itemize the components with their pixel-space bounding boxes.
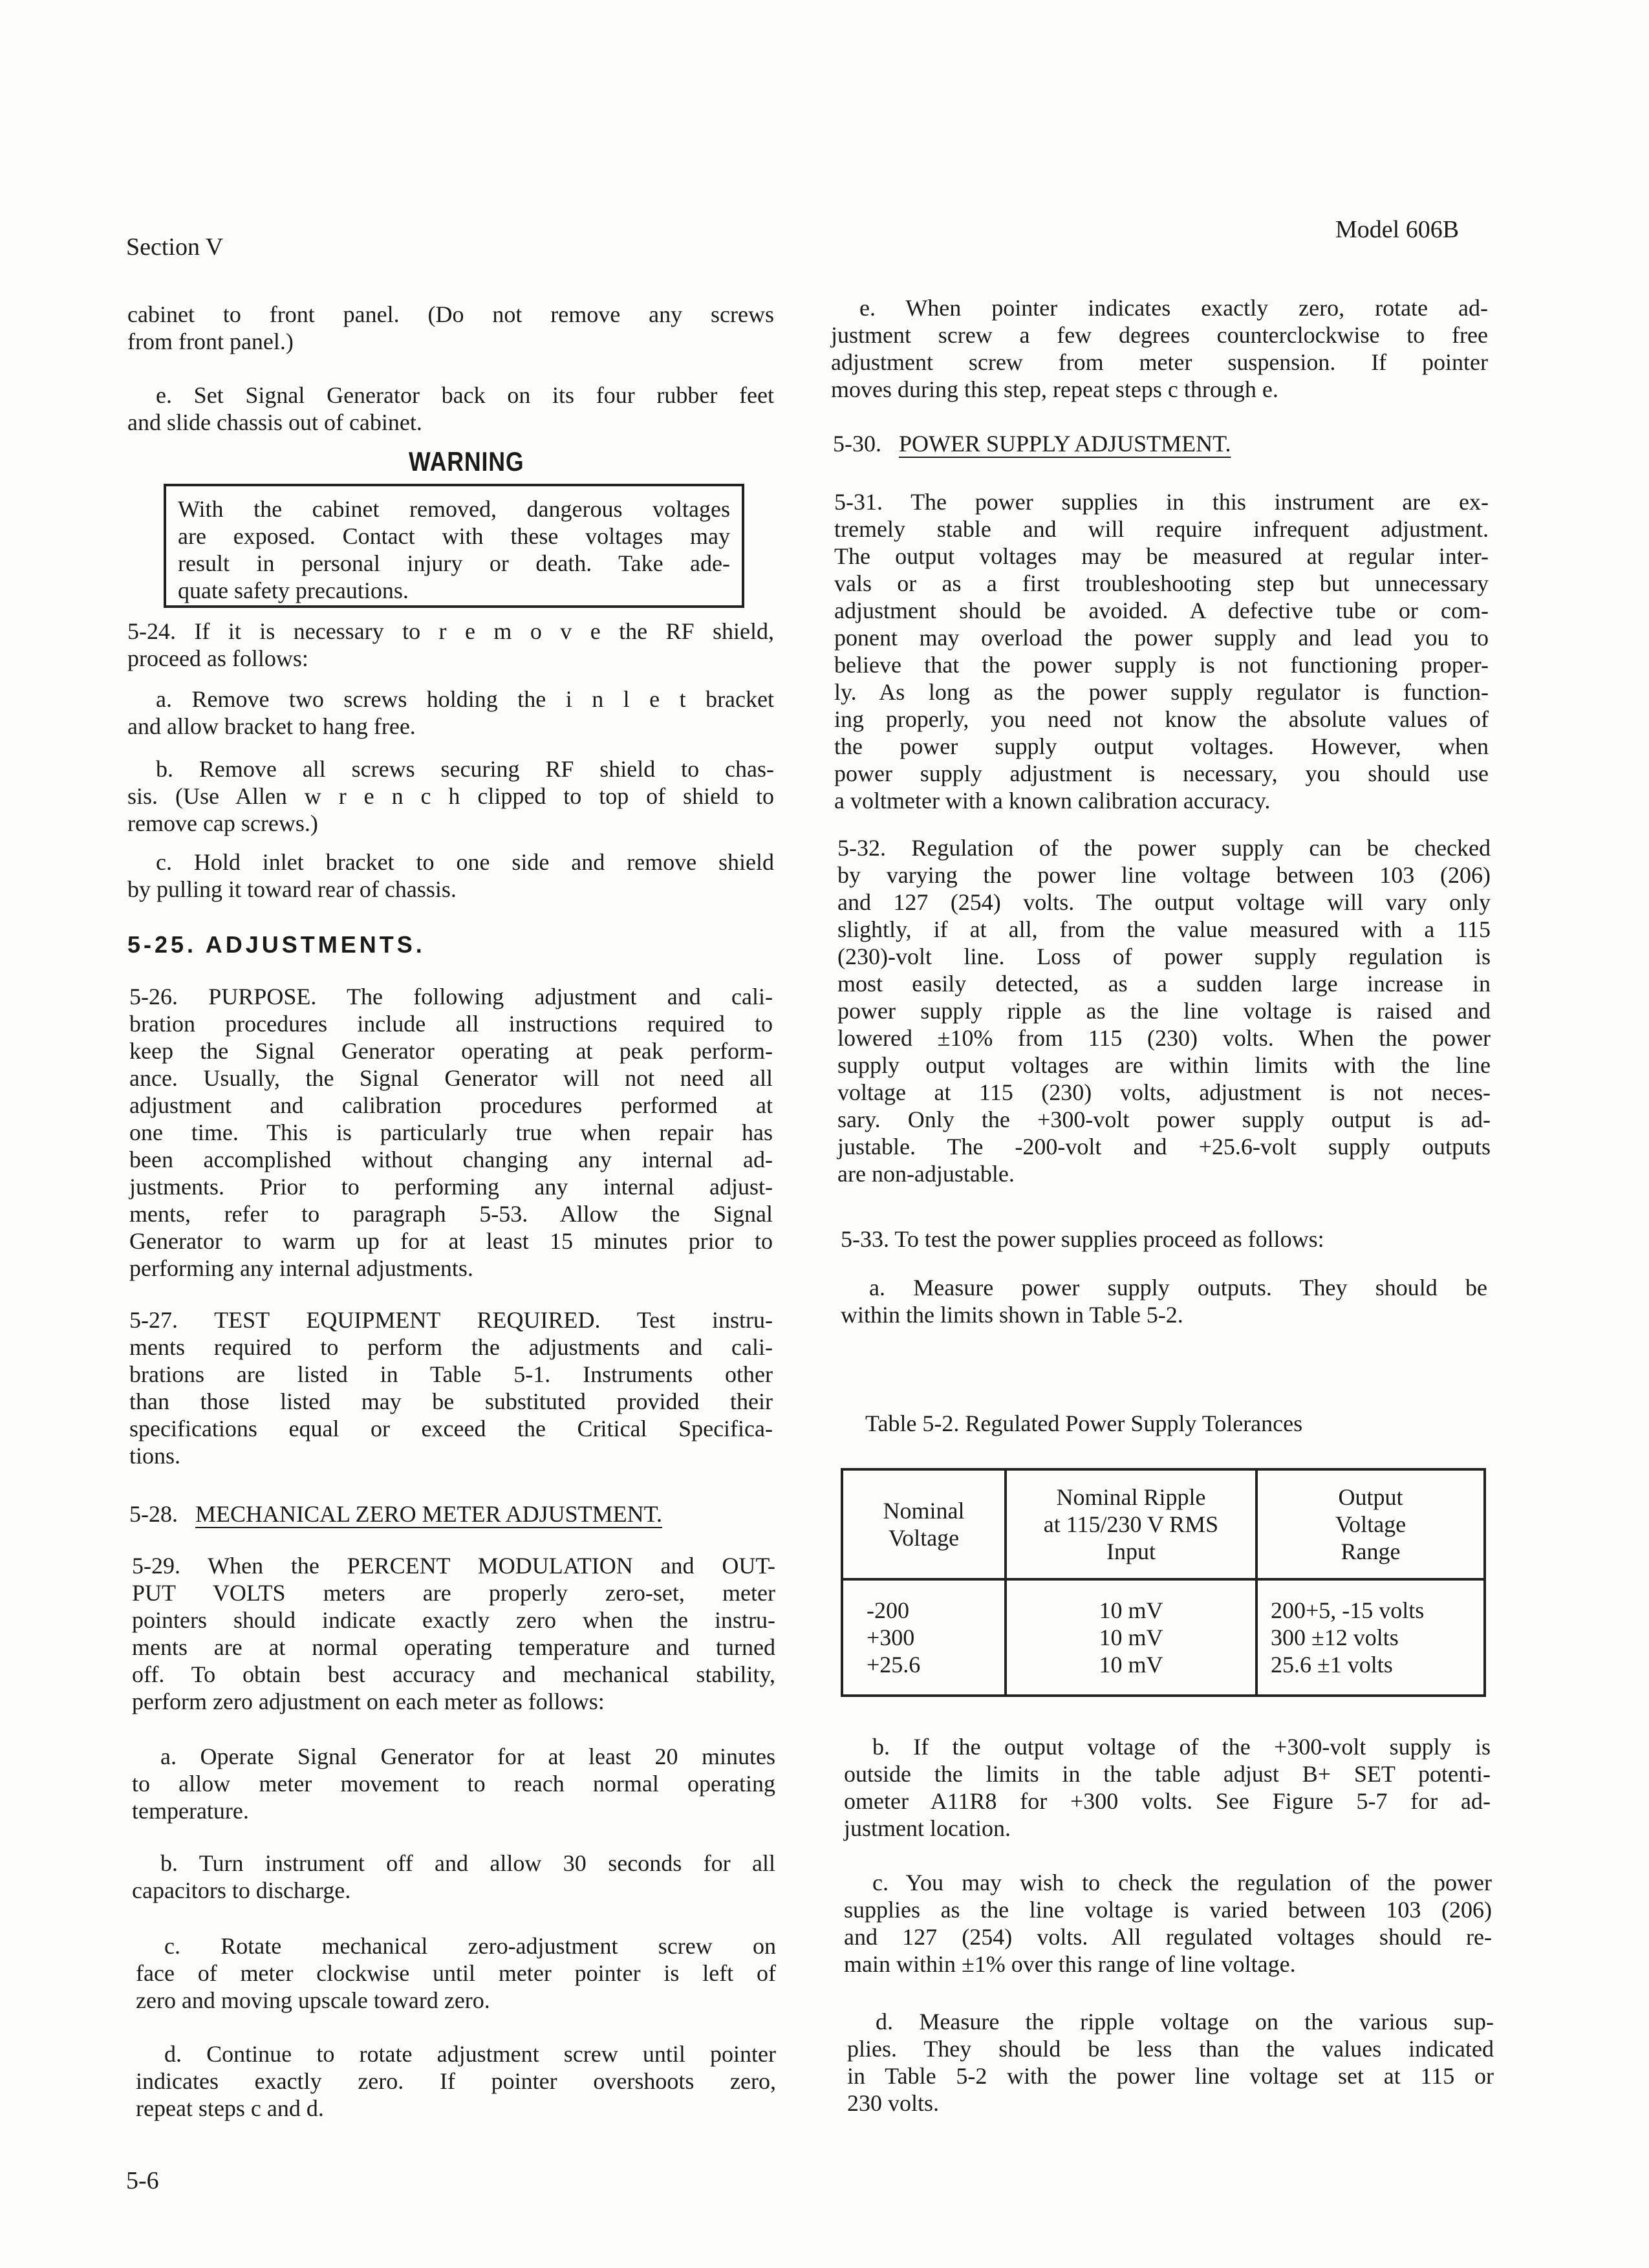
text-line: Generator to warm up for at least 15 minutes prior to [129, 1228, 773, 1254]
header-output-range: Output Voltage Range [1256, 1469, 1485, 1579]
text-line: a. Measure power supply outputs. They should be [869, 1275, 1487, 1301]
text-line: a. Operate Signal Generator for at least 20 minutes [160, 1744, 775, 1769]
text-line: b. If the output voltage of the +300-volt supply is [872, 1734, 1491, 1760]
text-line: (230)-volt line. Loss of power supply regulation is [837, 944, 1491, 969]
text-line: the power supply output voltages. However, when [834, 733, 1489, 759]
text-line: brations are listed in Table 5-1. Instruments other [129, 1361, 773, 1387]
text-line: quate safety precautions. [178, 578, 409, 603]
text-line: PUT VOLTS meters are properly zero-set, meter [132, 1580, 775, 1606]
text-line: cabinet to front panel. (Do not remove any screws [127, 301, 774, 327]
value: +300 [867, 1625, 915, 1650]
paragraph-p529 [132, 1552, 775, 1715]
text-line: 5-32. Regulation of the power supply can be checked [837, 835, 1491, 861]
heading-title: POWER SUPPLY ADJUSTMENT. [899, 431, 1231, 457]
text-line: main within ±1% over this range of line voltage. [844, 1951, 1296, 1977]
text-line: 230 volts. [847, 2090, 940, 2116]
text-line: ponent may overload the power supply and lead you to [834, 625, 1489, 651]
tolerance-table [841, 1468, 1486, 1697]
paragraph-p524b [127, 755, 774, 837]
text-line: a voltmeter with a known calibration accuracy. [834, 788, 1271, 814]
header-nominal-voltage: Nominal Voltage [842, 1469, 1006, 1579]
text-line: vals or as a first troubleshooting step but unnecessary [834, 570, 1489, 596]
page-number: 5-6 [126, 2167, 159, 2194]
text-line: believe that the power supply is not functioning proper- [834, 652, 1489, 678]
text-line: moves during this step, repeat steps c through e. [831, 376, 1278, 402]
text-line: proceed as follows: [127, 645, 308, 671]
text-line: perform zero adjustment on each meter as follows: [132, 1689, 605, 1714]
text-line: lowered ±10% from 115 (230) volts. When the power [837, 1025, 1491, 1051]
text-line: face of meter clockwise until meter pointer is left of [136, 1960, 776, 1986]
text-line: bration procedures include all instructions required to [129, 1011, 773, 1037]
text-line: capacitors to discharge. [132, 1877, 351, 1903]
value: +25.6 [867, 1652, 921, 1678]
paragraph-p529a [132, 1743, 775, 1824]
text-line: d. Measure the ripple voltage on the various sup- [876, 2009, 1494, 2035]
paragraph-p531 [834, 488, 1489, 814]
text-line: ing properly, you need not know the absolute values of [834, 706, 1489, 732]
text-line: sary. Only the +300-volt power supply output is ad- [837, 1107, 1491, 1132]
text-line: are exposed. Contact with these voltages may [178, 523, 730, 549]
text-line: in Table 5-2 with the power line voltage set at 115 or [847, 2063, 1494, 2089]
text-line: tremely stable and will require infrequent adjustment. [834, 516, 1489, 542]
paragraph-p529c [136, 1932, 776, 2014]
text-line: 5-27. TEST EQUIPMENT REQUIRED. Test instru- [129, 1307, 773, 1333]
text-line: temperature. [132, 1798, 249, 1824]
text-line: power supply adjustment is necessary, you should use [834, 761, 1489, 786]
cell-nominal [842, 1579, 1006, 1696]
text-line: within the limits shown in Table 5-2. [841, 1302, 1183, 1328]
paragraph-p526 [129, 983, 773, 1282]
heading-adjustments: 5-25. ADJUSTMENTS. [127, 931, 426, 958]
text-line: c. Rotate mechanical zero-adjustment screw on [164, 1933, 776, 1959]
text-line: plies. They should be less than the values indicated [847, 2036, 1494, 2062]
text-line: sis. (Use Allen w r e n c h clipped to top of shield to [127, 783, 774, 809]
text-line: performing any internal adjustments. [129, 1255, 473, 1281]
cell-range [1256, 1579, 1485, 1696]
text-line: a. Remove two screws holding the i n l e t bracket [156, 686, 774, 712]
value: 10 mV [1099, 1597, 1163, 1623]
value: -200 [867, 1597, 909, 1623]
paragraph-p529d [136, 2040, 776, 2122]
heading-5-30 [833, 430, 1231, 457]
text-line: most easily detected, as a sudden large increase in [837, 971, 1491, 997]
heading-number: 5-30. [833, 431, 881, 457]
text-line: tions. [129, 1443, 181, 1469]
paragraph-p529b [132, 1850, 775, 1904]
text-line: 5-33. To test the power supplies proceed as follows: [841, 1226, 1324, 1252]
header-nominal-ripple: Nominal Ripple at 115/230 V RMS Input [1006, 1469, 1256, 1579]
section-label: Section V [126, 233, 224, 261]
text-line: ance. Usually, the Signal Generator will not need all [129, 1065, 773, 1091]
text-line: outside the limits in the table adjust B+ SET potenti- [844, 1761, 1491, 1787]
text-line: d. Continue to rotate adjustment screw until pointer [164, 2041, 776, 2067]
heading-title: MECHANICAL ZERO METER ADJUSTMENT. [195, 1501, 662, 1527]
text-line: one time. This is particularly true when repair has [129, 1119, 773, 1145]
text-line: slightly, if at all, from the value measured with a 115 [837, 916, 1491, 942]
text-line: zero and moving upscale toward zero. [136, 1987, 490, 2013]
heading-number: 5-28. [129, 1501, 178, 1527]
text-line: adjustment screw from meter suspension. If pointer [831, 349, 1488, 375]
text-line: are non-adjustable. [837, 1161, 1015, 1187]
text-line: 5-29. When the PERCENT MODULATION and OUT- [132, 1553, 775, 1579]
warning-box [164, 484, 744, 608]
text-line: voltage at 115 (230) volts, adjustment is not neces- [837, 1079, 1491, 1105]
text-line: remove cap screws.) [127, 810, 318, 836]
text-line: e. Set Signal Generator back on its four rubber feet [156, 382, 774, 408]
text-line: supply output voltages are within limits with the line [837, 1052, 1491, 1078]
text-line: by varying the power line voltage between 103 (206) [837, 862, 1491, 888]
value: 10 mV [1099, 1652, 1163, 1678]
paragraph-p533d [847, 2008, 1494, 2117]
text-line: to allow meter movement to reach normal operating [132, 1771, 775, 1797]
text-line: 5-26. PURPOSE. The following adjustment and cali- [129, 984, 773, 1010]
paragraph-p1 [127, 301, 774, 355]
paragraph-p529e [831, 294, 1488, 403]
paragraph-p524 [127, 618, 774, 672]
value: 300 ±12 volts [1271, 1625, 1399, 1650]
text-line: ments, refer to paragraph 5-53. Allow the Signal [129, 1201, 773, 1227]
text-line: and slide chassis out of cabinet. [127, 409, 422, 435]
value: 10 mV [1099, 1625, 1163, 1650]
text-line: been accomplished without changing any internal ad- [129, 1147, 773, 1172]
text-line: by pulling it toward rear of chassis. [127, 876, 457, 902]
text-line: c. Hold inlet bracket to one side and remove shield [156, 849, 774, 875]
paragraph-p524c [127, 848, 774, 903]
text-line: keep the Signal Generator operating at peak perform- [129, 1038, 773, 1064]
text-line: ometer A11R8 for +300 volts. See Figure 5-7 for ad- [844, 1788, 1491, 1814]
text-line: supplies as the line voltage is varied between 103 (206) [844, 1897, 1492, 1923]
text-line: ments are at normal operating temperature and turned [132, 1634, 775, 1660]
warning-title: WARNING [409, 446, 524, 477]
paragraph-p524a [127, 686, 774, 740]
paragraph-p527 [129, 1306, 773, 1469]
cell-ripple [1006, 1579, 1256, 1696]
text-line: result in personal injury or death. Take ade- [178, 550, 730, 576]
paragraph-p533 [841, 1226, 1487, 1253]
paragraph-p533b [844, 1733, 1491, 1842]
text-line: specifications equal or exceed the Critical Specifica- [129, 1416, 773, 1442]
text-line: 5-31. The power supplies in this instrument are ex- [834, 489, 1489, 515]
text-line: justments. Prior to performing any internal adjust- [129, 1174, 773, 1200]
text-line: justable. The -200-volt and +25.6-volt supply outputs [837, 1134, 1491, 1160]
text-line: and 127 (254) volts. All regulated voltages should re- [844, 1924, 1492, 1950]
text-line: justment location. [844, 1815, 1011, 1841]
paragraph-p533a [841, 1274, 1487, 1328]
text-line: pointers should indicate exactly zero when the instru- [132, 1607, 775, 1633]
text-line: b. Turn instrument off and allow 30 seconds for all [160, 1850, 775, 1876]
text-line: power supply ripple as the line voltage is raised and [837, 998, 1491, 1024]
text-line: from front panel.) [127, 329, 294, 354]
text-line: With the cabinet removed, dangerous voltages [178, 496, 730, 522]
value: 25.6 ±1 volts [1271, 1652, 1393, 1678]
text-line: b. Remove all screws securing RF shield to chas- [156, 756, 774, 782]
text-line: justment screw a few degrees counterclockwise to free [831, 322, 1488, 348]
text-line: adjustment should be avoided. A defective tube or com- [834, 598, 1489, 623]
text-line: repeat steps c and d. [136, 2095, 324, 2121]
text-line: indicates exactly zero. If pointer overshoots zero, [136, 2068, 776, 2094]
paragraph-p2 [127, 382, 774, 436]
text-line: ly. As long as the power supply regulator is function- [834, 679, 1489, 705]
paragraph-p532 [837, 834, 1491, 1187]
text-line: The output voltages may be measured at regular inter- [834, 543, 1489, 569]
value: 200+5, -15 volts [1271, 1597, 1425, 1623]
text-line: and allow bracket to hang free. [127, 713, 416, 739]
text-line: ments required to perform the adjustments and cali- [129, 1334, 773, 1360]
text-line: off. To obtain best accuracy and mechanical stability, [132, 1661, 775, 1687]
text-line: than those listed may be substituted provided their [129, 1388, 773, 1414]
paragraph-p533c [844, 1869, 1492, 1978]
table-caption: Table 5-2. Regulated Power Supply Tolerances [865, 1410, 1303, 1436]
heading-5-28 [129, 1500, 662, 1528]
text-line: 5-24. If it is necessary to r e m o v e the RF shield, [127, 618, 774, 644]
text-line: c. You may wish to check the regulation of the power [872, 1870, 1492, 1895]
text-line: and 127 (254) volts. The output voltage will vary only [837, 889, 1491, 915]
warning-text [178, 495, 730, 604]
text-line: adjustment and calibration procedures performed at [129, 1092, 773, 1118]
text-line: e. When pointer indicates exactly zero, rotate ad- [859, 295, 1488, 321]
model-label: Model 606B [1335, 216, 1460, 243]
